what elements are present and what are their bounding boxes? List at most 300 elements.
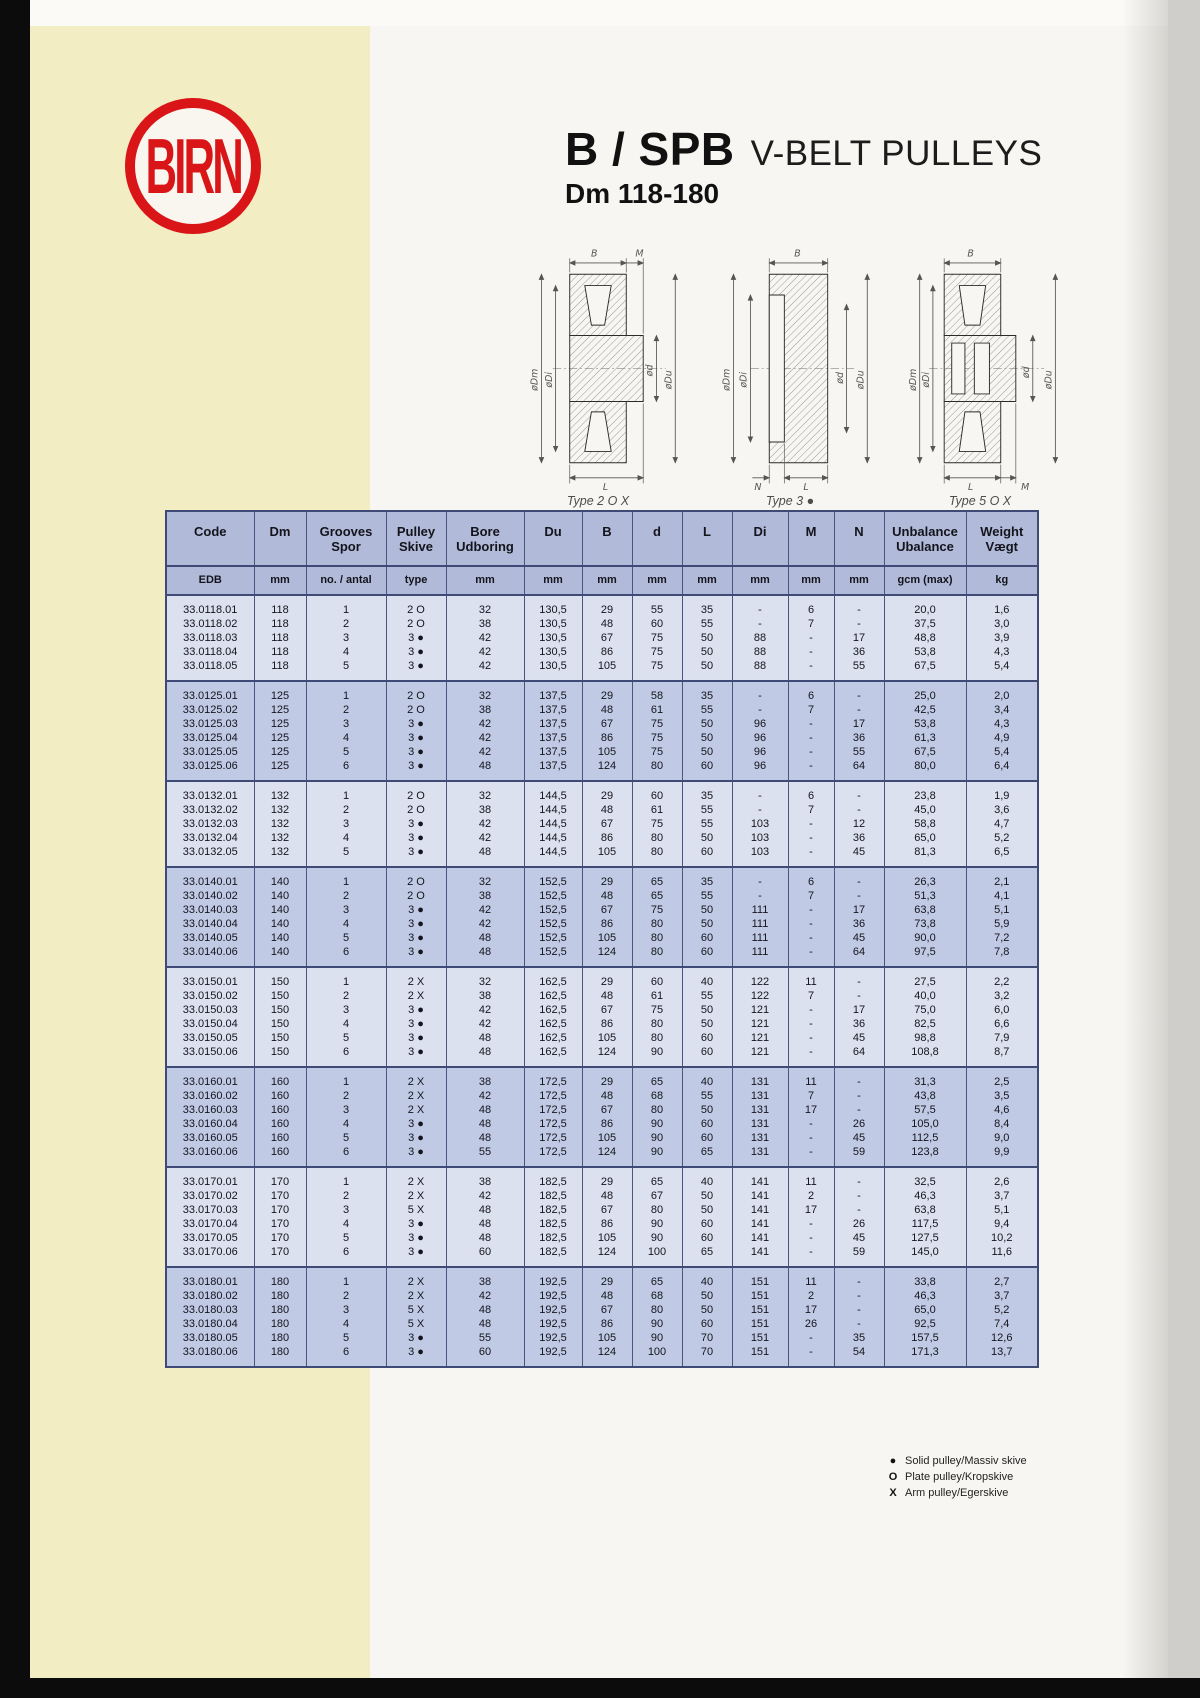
table-cell: 38 — [446, 617, 524, 631]
table-cell: - — [732, 889, 788, 903]
table-cell: 42 — [446, 1089, 524, 1103]
table-cell: 90 — [632, 1145, 682, 1167]
table-cell: 33.0180.06 — [166, 1345, 254, 1367]
column-unit: mm — [582, 566, 632, 595]
svg-text:B: B — [967, 248, 974, 260]
table-cell: 60 — [446, 1345, 524, 1367]
table-cell: - — [788, 1045, 834, 1067]
table-cell: - — [732, 781, 788, 803]
table-cell: - — [834, 1317, 884, 1331]
table-cell: 33.0125.05 — [166, 745, 254, 759]
table-cell: 1 — [306, 681, 386, 703]
table-cell: 33.0140.06 — [166, 945, 254, 967]
table-cell: 65,0 — [884, 1303, 966, 1317]
table-cell: 46,3 — [884, 1289, 966, 1303]
table-cell: 3,7 — [966, 1289, 1038, 1303]
table-cell: 55 — [834, 745, 884, 759]
table-cell: 36 — [834, 1017, 884, 1031]
column-header: B — [582, 511, 632, 566]
table-cell: 65 — [632, 1167, 682, 1189]
table-cell: 61 — [632, 989, 682, 1003]
table-cell: 132 — [254, 781, 306, 803]
table-cell: - — [834, 803, 884, 817]
table-cell: 2 X — [386, 1189, 446, 1203]
table-cell: 75 — [632, 745, 682, 759]
table-cell: 42 — [446, 731, 524, 745]
table-cell: - — [788, 903, 834, 917]
table-cell: 100 — [632, 1245, 682, 1267]
table-cell: 33.0125.03 — [166, 717, 254, 731]
column-unit: mm — [682, 566, 732, 595]
table-cell: 48 — [446, 1231, 524, 1245]
table-cell: 6,0 — [966, 1003, 1038, 1017]
table-cell: 43,8 — [884, 1089, 966, 1103]
table-cell: 67 — [582, 1103, 632, 1117]
table-cell: 132 — [254, 817, 306, 831]
table-cell: 42 — [446, 1289, 524, 1303]
table-cell: 61 — [632, 703, 682, 717]
table-cell: 132 — [254, 831, 306, 845]
table-cell: 92,5 — [884, 1317, 966, 1331]
table-cell: 12,6 — [966, 1331, 1038, 1345]
table-cell: 170 — [254, 1189, 306, 1203]
table-cell: 131 — [732, 1131, 788, 1145]
table-cell: 170 — [254, 1203, 306, 1217]
table-cell: 45 — [834, 1031, 884, 1045]
table-cell: 150 — [254, 1045, 306, 1067]
table-cell: - — [788, 1145, 834, 1167]
table-cell: 6 — [306, 945, 386, 967]
table-cell: 160 — [254, 1145, 306, 1167]
table-cell: - — [788, 1117, 834, 1131]
table-cell: 60 — [446, 1245, 524, 1267]
birn-logo — [125, 98, 261, 234]
table-cell: 7,2 — [966, 931, 1038, 945]
table-cell: 160 — [254, 1117, 306, 1131]
table-cell: 33.0125.06 — [166, 759, 254, 781]
table-cell: 90 — [632, 1117, 682, 1131]
table-cell: 192,5 — [524, 1289, 582, 1303]
table-cell: 33.0140.03 — [166, 903, 254, 917]
table-cell: 3 ● — [386, 731, 446, 745]
table-cell: 125 — [254, 759, 306, 781]
table-cell: 53,8 — [884, 717, 966, 731]
table-cell: 33.0160.01 — [166, 1067, 254, 1089]
table-cell: 11 — [788, 1067, 834, 1089]
table-cell: 11 — [788, 1267, 834, 1289]
legend-label: Solid pulley/Massiv skive — [905, 1455, 1027, 1467]
table-cell: 6 — [788, 595, 834, 617]
table-cell: 60 — [682, 1317, 732, 1331]
table-cell: 29 — [582, 1167, 632, 1189]
table-cell: 81,3 — [884, 845, 966, 867]
table-cell: 55 — [834, 659, 884, 681]
table-cell: - — [834, 1267, 884, 1289]
table-cell: 151 — [732, 1267, 788, 1289]
table-row — [166, 1303, 1038, 1317]
table-group — [166, 681, 1038, 781]
table-cell: 1 — [306, 1167, 386, 1189]
table-cell: 80 — [632, 917, 682, 931]
table-cell: 42,5 — [884, 703, 966, 717]
table-row — [166, 1317, 1038, 1331]
table-cell: 55 — [682, 889, 732, 903]
table-cell: 75 — [632, 731, 682, 745]
table-row — [166, 903, 1038, 917]
table-cell: 3 ● — [386, 745, 446, 759]
column-header: Pulley Skive — [386, 511, 446, 566]
table-cell: 33.0170.01 — [166, 1167, 254, 1189]
table-cell: 182,5 — [524, 1231, 582, 1245]
table-cell: 170 — [254, 1167, 306, 1189]
table-row — [166, 867, 1038, 889]
table-cell: - — [834, 617, 884, 631]
table-cell: 105 — [582, 1231, 632, 1245]
table-cell: - — [788, 1017, 834, 1031]
table-cell: 3 ● — [386, 759, 446, 781]
table-cell: 65 — [632, 1067, 682, 1089]
table-cell: 5 — [306, 1231, 386, 1245]
table-cell: 50 — [682, 1189, 732, 1203]
table-cell: 5,2 — [966, 1303, 1038, 1317]
table-cell: - — [834, 1067, 884, 1089]
table-cell: 45 — [834, 845, 884, 867]
table-cell: 162,5 — [524, 989, 582, 1003]
table-cell: 67 — [582, 1003, 632, 1017]
table-cell: 2 O — [386, 703, 446, 717]
table-cell: 55 — [682, 617, 732, 631]
table-cell: 42 — [446, 817, 524, 831]
table-cell: - — [788, 1331, 834, 1345]
table-row — [166, 681, 1038, 703]
table-cell: 100 — [632, 1345, 682, 1367]
column-unit: mm — [524, 566, 582, 595]
table-cell: 3 ● — [386, 945, 446, 967]
table-cell: - — [834, 1303, 884, 1317]
table-cell: 3 ● — [386, 717, 446, 731]
table-cell: 6,5 — [966, 845, 1038, 867]
table-cell: 35 — [682, 595, 732, 617]
table-cell: 48,8 — [884, 631, 966, 645]
table-cell: 137,5 — [524, 759, 582, 781]
table-cell: 50 — [682, 917, 732, 931]
table-cell: 180 — [254, 1345, 306, 1367]
table-cell: 80 — [632, 759, 682, 781]
table-cell: 172,5 — [524, 1067, 582, 1089]
table-cell: 111 — [732, 917, 788, 931]
column-unit: mm — [834, 566, 884, 595]
legend-item — [888, 1455, 1027, 1467]
table-cell: 48 — [446, 931, 524, 945]
table-cell: 33.0160.04 — [166, 1117, 254, 1131]
table-cell: - — [732, 681, 788, 703]
table-cell: 6,6 — [966, 1017, 1038, 1031]
table-cell: 4 — [306, 1317, 386, 1331]
table-row — [166, 1031, 1038, 1045]
table-cell: 65 — [632, 889, 682, 903]
technical-drawings — [498, 246, 1160, 514]
table-cell: 64 — [834, 759, 884, 781]
table-cell: - — [788, 645, 834, 659]
table-cell: 88 — [732, 659, 788, 681]
table-cell: 5 — [306, 1331, 386, 1345]
table-cell: 60 — [682, 1217, 732, 1231]
table-cell: 60 — [682, 1117, 732, 1131]
table-cell: 131 — [732, 1089, 788, 1103]
table-cell: 60 — [632, 967, 682, 989]
table-cell: - — [788, 717, 834, 731]
table-row — [166, 1089, 1038, 1103]
table-cell: 6 — [306, 759, 386, 781]
table-cell: 5,1 — [966, 1203, 1038, 1217]
column-header: Grooves Spor — [306, 511, 386, 566]
table-cell: 36 — [834, 731, 884, 745]
table-cell: 7 — [788, 703, 834, 717]
table-cell: 67 — [582, 817, 632, 831]
table-cell: 48 — [446, 1031, 524, 1045]
table-cell: 2 — [306, 617, 386, 631]
table-cell: 3 ● — [386, 1045, 446, 1067]
table-cell: 67 — [582, 631, 632, 645]
table-cell: 86 — [582, 1117, 632, 1131]
table-cell: 105 — [582, 931, 632, 945]
table-cell: 162,5 — [524, 967, 582, 989]
table-cell: 170 — [254, 1231, 306, 1245]
table-cell: 180 — [254, 1267, 306, 1289]
table-cell: 86 — [582, 1017, 632, 1031]
table-cell: 37,5 — [884, 617, 966, 631]
table-cell: 5 X — [386, 1317, 446, 1331]
svg-text:øDu: øDu — [855, 370, 867, 390]
table-group — [166, 1167, 1038, 1267]
table-cell: - — [788, 1217, 834, 1231]
table-cell: 42 — [446, 645, 524, 659]
table-cell: 82,5 — [884, 1017, 966, 1031]
table-cell: 1 — [306, 867, 386, 889]
table-cell: 75 — [632, 717, 682, 731]
table-cell: 80 — [632, 1203, 682, 1217]
table-cell: 180 — [254, 1331, 306, 1345]
table-cell: 2,2 — [966, 967, 1038, 989]
table-cell: 67,5 — [884, 659, 966, 681]
table-cell: 2,6 — [966, 1167, 1038, 1189]
table-cell: 65 — [682, 1145, 732, 1167]
table-row — [166, 1103, 1038, 1117]
svg-text:B: B — [794, 248, 801, 260]
table-group — [166, 781, 1038, 867]
table-cell: 48 — [582, 1289, 632, 1303]
table-cell: 88 — [732, 645, 788, 659]
table-cell: 170 — [254, 1217, 306, 1231]
table-cell: 48 — [446, 945, 524, 967]
table-cell: 152,5 — [524, 889, 582, 903]
table-cell: 2 X — [386, 967, 446, 989]
table-cell: 180 — [254, 1289, 306, 1303]
table-cell: - — [788, 745, 834, 759]
table-cell: 58 — [632, 681, 682, 703]
diameter-range: Dm 118-180 — [565, 178, 720, 209]
table-cell: 103 — [732, 845, 788, 867]
table-cell: 1 — [306, 595, 386, 617]
table-row — [166, 1289, 1038, 1303]
table-cell: 59 — [834, 1145, 884, 1167]
table-cell: 48 — [446, 1317, 524, 1331]
table-cell: 2 X — [386, 989, 446, 1003]
table-cell: 33.0132.03 — [166, 817, 254, 831]
table-cell: - — [788, 1245, 834, 1267]
table-cell: 60 — [682, 1131, 732, 1145]
table-cell: 4,1 — [966, 889, 1038, 903]
table-cell: 90 — [632, 1045, 682, 1067]
table-cell: 137,5 — [524, 745, 582, 759]
table-cell: 60 — [682, 1031, 732, 1045]
table-cell: 3 — [306, 717, 386, 731]
table-cell: 5,4 — [966, 659, 1038, 681]
table-cell: 2 — [788, 1289, 834, 1303]
table-cell: 162,5 — [524, 1045, 582, 1067]
table-cell: 125 — [254, 745, 306, 759]
table-cell: 3,2 — [966, 989, 1038, 1003]
column-header: M — [788, 511, 834, 566]
table-cell: 105 — [582, 1331, 632, 1345]
table-cell: 48 — [446, 1045, 524, 1067]
table-cell: 7,4 — [966, 1317, 1038, 1331]
table-cell: 2 — [306, 889, 386, 903]
table-cell: 86 — [582, 645, 632, 659]
table-cell: 33.0118.01 — [166, 595, 254, 617]
table-cell: 192,5 — [524, 1345, 582, 1367]
table-cell: 48 — [582, 1089, 632, 1103]
table-cell: 6 — [306, 1145, 386, 1167]
table-row — [166, 803, 1038, 817]
table-cell: 6 — [306, 1345, 386, 1367]
table-cell: 90 — [632, 1231, 682, 1245]
table-cell: 42 — [446, 917, 524, 931]
table-cell: 33.0180.03 — [166, 1303, 254, 1317]
table-cell: 75 — [632, 817, 682, 831]
table-cell: - — [732, 617, 788, 631]
table-cell: 103 — [732, 831, 788, 845]
table-cell: 124 — [582, 1145, 632, 1167]
table-cell: 55 — [682, 803, 732, 817]
table-cell: 26 — [834, 1217, 884, 1231]
table-cell: 26,3 — [884, 867, 966, 889]
technical-drawing-type5 — [880, 246, 1080, 508]
table-cell: 50 — [682, 731, 732, 745]
table-cell: 3 ● — [386, 917, 446, 931]
table-cell: 4 — [306, 1217, 386, 1231]
table-cell: 182,5 — [524, 1189, 582, 1203]
table-cell: 33.0150.06 — [166, 1045, 254, 1067]
table-cell: 140 — [254, 917, 306, 931]
column-header: L — [682, 511, 732, 566]
table-cell: 5,9 — [966, 917, 1038, 931]
table-cell: 131 — [732, 1067, 788, 1089]
table-cell: 90 — [632, 1217, 682, 1231]
table-cell: 48 — [582, 703, 632, 717]
svg-text:øDm: øDm — [529, 368, 541, 391]
table-cell: 6,4 — [966, 759, 1038, 781]
table-row — [166, 1045, 1038, 1067]
table-cell: 9,0 — [966, 1131, 1038, 1145]
table-cell: 137,5 — [524, 731, 582, 745]
table-cell: 33.0140.02 — [166, 889, 254, 903]
table-row — [166, 1217, 1038, 1231]
column-unit: mm — [254, 566, 306, 595]
table-cell: - — [788, 845, 834, 867]
table-cell: 127,5 — [884, 1231, 966, 1245]
table-cell: 25,0 — [884, 681, 966, 703]
table-cell: 6 — [788, 781, 834, 803]
table-cell: 141 — [732, 1203, 788, 1217]
table-cell: 63,8 — [884, 1203, 966, 1217]
table-cell: 86 — [582, 831, 632, 845]
table-cell: 60 — [682, 1231, 732, 1245]
table-cell: 111 — [732, 903, 788, 917]
legend-item — [888, 1471, 1027, 1483]
table-cell: 2,7 — [966, 1267, 1038, 1289]
table-cell: 55 — [682, 989, 732, 1003]
table-cell: 5 X — [386, 1203, 446, 1217]
table-cell: 50 — [682, 717, 732, 731]
table-cell: 2 — [788, 1189, 834, 1203]
table-cell: 67 — [582, 717, 632, 731]
table-cell: 4 — [306, 645, 386, 659]
table-cell: 151 — [732, 1317, 788, 1331]
table-cell: 172,5 — [524, 1117, 582, 1131]
table-cell: 26 — [834, 1117, 884, 1131]
table-cell: 2 O — [386, 781, 446, 803]
table-cell: 48 — [446, 1217, 524, 1231]
column-unit: EDB — [166, 566, 254, 595]
table-cell: 131 — [732, 1117, 788, 1131]
table-cell: 3,6 — [966, 803, 1038, 817]
table-cell: 150 — [254, 989, 306, 1003]
table-cell: 23,8 — [884, 781, 966, 803]
table-cell: 60 — [682, 759, 732, 781]
page-title: B / SPB — [565, 123, 735, 175]
table-cell: 67 — [632, 1189, 682, 1203]
table-cell: - — [788, 1003, 834, 1017]
title-block — [565, 122, 1042, 210]
table-cell: 48 — [446, 1117, 524, 1131]
table-cell: 42 — [446, 1003, 524, 1017]
table-cell: 2 X — [386, 1289, 446, 1303]
table-cell: 108,8 — [884, 1045, 966, 1067]
table-cell: 32 — [446, 867, 524, 889]
table-cell: 48 — [446, 1131, 524, 1145]
table-cell: 180 — [254, 1303, 306, 1317]
table-cell: 4,3 — [966, 645, 1038, 659]
table-cell: 144,5 — [524, 845, 582, 867]
table-cell: 3 ● — [386, 1245, 446, 1267]
table-cell: 172,5 — [524, 1103, 582, 1117]
table-row — [166, 617, 1038, 631]
table-cell: 3,0 — [966, 617, 1038, 631]
svg-text:øDi: øDi — [543, 371, 555, 388]
table-cell: 3 ● — [386, 1017, 446, 1031]
table-cell: 60 — [682, 845, 732, 867]
table-cell: 33.0160.06 — [166, 1145, 254, 1167]
table-cell: - — [834, 781, 884, 803]
table-cell: 1,6 — [966, 595, 1038, 617]
birn-logo-text: BIRN — [145, 121, 241, 211]
table-cell: 124 — [582, 945, 632, 967]
table-cell: 33,8 — [884, 1267, 966, 1289]
table-cell: 125 — [254, 703, 306, 717]
table-cell: 33.0170.03 — [166, 1203, 254, 1217]
table-cell: 33.0125.02 — [166, 703, 254, 717]
